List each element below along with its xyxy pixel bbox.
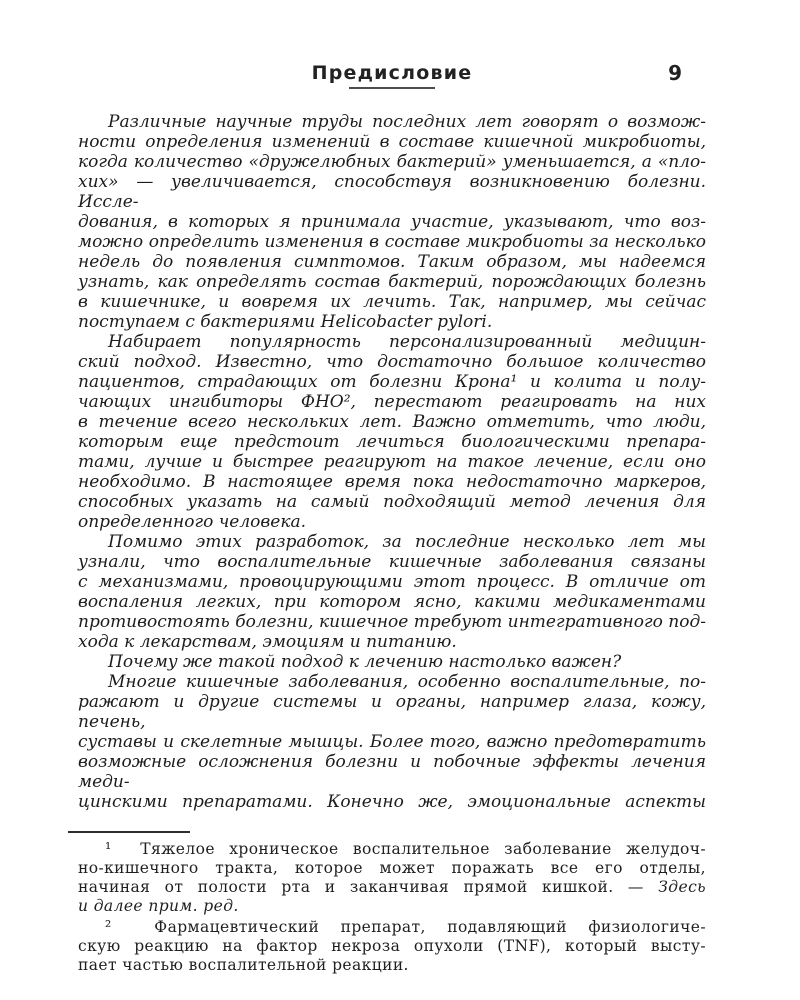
footnote-text: ¹ Тяжелое хроническое воспалительное заболевание желудоч- bbox=[105, 840, 706, 858]
body-line: Многие кишечные заболевания, особенно воспалительные, по- bbox=[108, 672, 706, 692]
body-line: поступаем с бактериями Helicobacter pylori. bbox=[78, 312, 493, 332]
body-line: хода к лекарствам, эмоциям и питанию. bbox=[78, 632, 457, 652]
footnote-editor-note: Здесь bbox=[658, 878, 706, 896]
body-line: Почему же такой подход к лечению настолько важен? bbox=[108, 652, 622, 672]
footnote-line bbox=[78, 956, 706, 975]
title-underline bbox=[349, 87, 435, 89]
footnote-line bbox=[78, 918, 706, 937]
page-header bbox=[78, 62, 706, 90]
body-line: определенного человека. bbox=[78, 512, 307, 532]
footnote-text: но-кишечного тракта, которое может поражать все его отделы, bbox=[78, 859, 706, 877]
footnote bbox=[78, 840, 706, 916]
body-line: Помимо этих разработок, за последние несколько лет мы bbox=[108, 532, 706, 552]
body-line: чающих ингибиторы ФНО², перестают реагировать на них bbox=[78, 392, 706, 412]
body-line: дования, в которых я принимала участие, указывают, что воз- bbox=[78, 212, 706, 232]
body-line: ражают и другие системы и органы, например глаза, кожу, печень, bbox=[78, 692, 706, 732]
body-line: узнали, что воспалительные кишечные заболевания связаны bbox=[78, 552, 706, 572]
body-line: ский подход. Известно, что достаточно большое количество bbox=[78, 352, 706, 372]
paragraph bbox=[78, 112, 706, 332]
footnote-line bbox=[78, 840, 706, 859]
body-line: можно определить изменения в составе микробиоты за несколько bbox=[78, 232, 706, 252]
body-line: тами, лучше и быстрее реагируют на такое лечение, если оно bbox=[78, 452, 706, 472]
body-line: в течение всего нескольких лет. Важно отметить, что люди, bbox=[78, 412, 706, 432]
footnote-line bbox=[78, 859, 706, 878]
body-line: когда количество «дружелюбных бактерий» уменьшается, а «пло- bbox=[78, 152, 706, 172]
body-text bbox=[78, 112, 706, 812]
body-line: с механизмами, провоцирующими этот процесс. В отличие от bbox=[78, 572, 706, 592]
body-line: узнать, как определять состав бактерий, порождающих болезнь bbox=[78, 272, 706, 292]
body-line: которым еще предстоит лечиться биологическими препара- bbox=[78, 432, 706, 452]
footnote-text: начиная от полости рта и заканчивая прямой кишкой. — bbox=[78, 878, 659, 896]
footnote bbox=[78, 918, 706, 975]
footnote-text: скую реакцию на фактор некроза опухоли (TNF), который высту- bbox=[78, 937, 706, 955]
body-line: цинскими препаратами. Конечно же, эмоциональные аспекты bbox=[78, 792, 706, 812]
paragraph bbox=[78, 652, 706, 672]
body-line: хих» — увеличивается, способствуя возникновению болезни. Иссле- bbox=[78, 172, 706, 212]
body-line: возможные осложнения болезни и побочные эффекты лечения меди- bbox=[78, 752, 706, 792]
body-line: необходимо. В настоящее время пока недостаточно маркеров, bbox=[78, 472, 706, 492]
body-line: суставы и скелетные мышцы. Более того, важно предотвратить bbox=[78, 732, 706, 752]
footnote-text: ² Фармацевтический препарат, подавляющий физиологиче- bbox=[105, 918, 706, 936]
paragraph bbox=[78, 332, 706, 532]
body-line: недель до появления симптомов. Таким образом, мы надеемся bbox=[78, 252, 706, 272]
footnote-editor-note: и далее прим. ред. bbox=[78, 897, 239, 915]
paragraph bbox=[78, 532, 706, 652]
paragraph bbox=[78, 672, 706, 812]
footnote-line bbox=[78, 937, 706, 956]
footnote-line bbox=[78, 897, 706, 916]
page-content bbox=[78, 62, 706, 975]
page-number: 9 bbox=[668, 61, 682, 85]
footnote-text: пает частью воспалительной реакции. bbox=[78, 956, 409, 974]
body-line: способных указать на самый подходящий метод лечения для bbox=[78, 492, 706, 512]
body-line: пациентов, страдающих от болезни Крона¹ и колита и полу- bbox=[78, 372, 706, 392]
body-line: Различные научные труды последних лет говорят о возмож- bbox=[108, 112, 706, 132]
footnotes bbox=[78, 840, 706, 975]
body-line: в кишечнике, и вовремя их лечить. Так, например, мы сейчас bbox=[78, 292, 706, 312]
footnote-separator bbox=[68, 831, 190, 833]
body-line: противостоять болезни, кишечное требуют интегративного под- bbox=[78, 612, 706, 632]
body-line: ности определения изменений в составе кишечной микробиоты, bbox=[78, 132, 706, 152]
body-line: Набирает популярность персонализированный медицин- bbox=[108, 332, 706, 352]
footnote-line bbox=[78, 878, 706, 897]
body-line: воспаления легких, при котором ясно, какими медикаментами bbox=[78, 592, 706, 612]
chapter-title: Предисловие bbox=[311, 62, 473, 84]
